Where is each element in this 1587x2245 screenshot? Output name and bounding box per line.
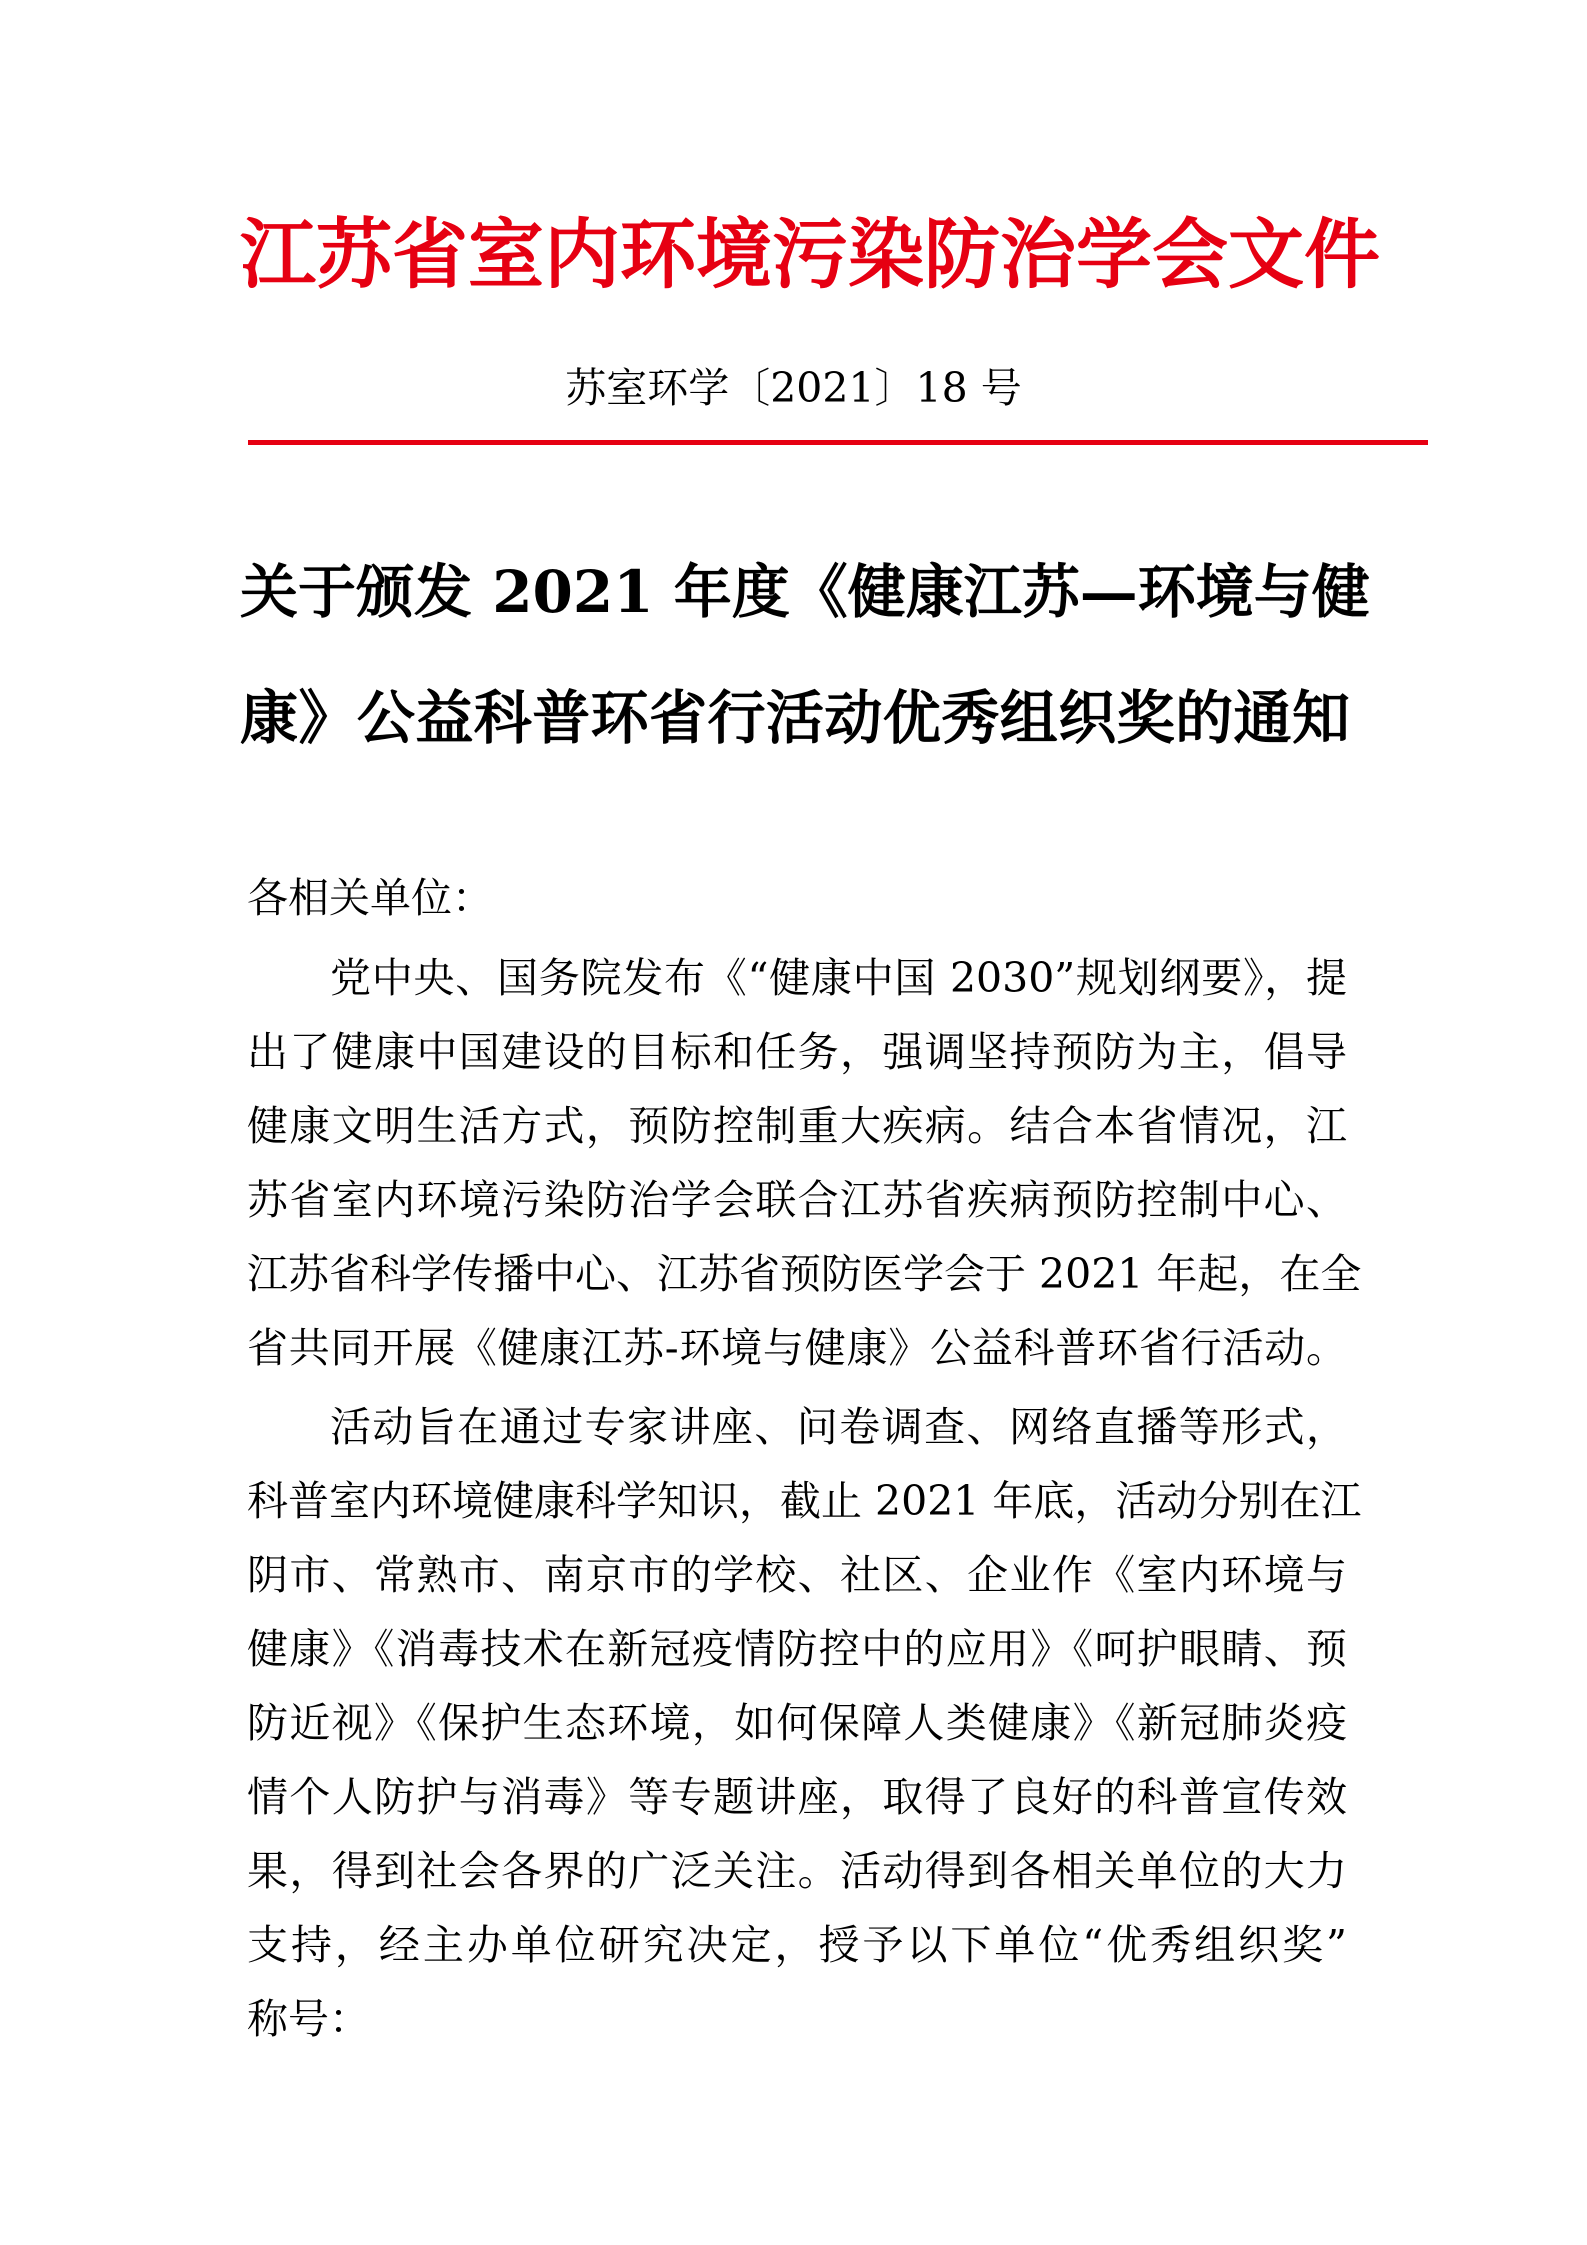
body-paragraph-2-line: 称号：	[247, 1995, 370, 2043]
body-paragraph-2-line: 健康》《消毒技术在新冠疫情防控中的应用》《呵护眼睛、预	[247, 1625, 1347, 1673]
letterhead-divider	[248, 440, 1428, 445]
salutation: 各相关单位：	[247, 874, 493, 922]
body-paragraph-2-line: 支持，经主办单位研究决定，授予以下单位“优秀组织奖”	[247, 1921, 1347, 1969]
body-paragraph-2-line: 果，得到社会各界的广泛关注。活动得到各相关单位的大力	[247, 1847, 1347, 1895]
body-paragraph-2-line: 活动旨在通过专家讲座、问卷调查、网络直播等形式，	[330, 1403, 1347, 1451]
body-paragraph-1-line: 党中央、国务院发布《“健康中国 2030”规划纲要》，提	[330, 954, 1347, 1002]
body-paragraph-1-line: 江苏省科学传播中心、江苏省预防医学会于 2021 年起，在全	[247, 1250, 1362, 1298]
body-paragraph-2-line: 阴市、常熟市、南京市的学校、社区、企业作《室内环境与	[247, 1551, 1347, 1599]
notice-title-line-2: 康》公益科普环省行活动优秀组织奖的通知	[240, 684, 1350, 752]
body-paragraph-1-line: 省共同开展《健康江苏-环境与健康》公益科普环省行活动。	[247, 1324, 1347, 1372]
body-paragraph-1-line: 苏省室内环境污染防治学会联合江苏省疾病预防控制中心、	[247, 1176, 1347, 1224]
body-paragraph-1-line: 健康文明生活方式，预防控制重大疾病。结合本省情况，江	[247, 1102, 1347, 1150]
body-paragraph-2-line: 科普室内环境健康科学知识，截止 2021 年底，活动分别在江	[247, 1477, 1362, 1525]
body-paragraph-2-line: 情个人防护与消毒》等专题讲座，取得了良好的科普宣传效	[247, 1773, 1347, 1821]
notice-title-line-1: 关于颁发 2021 年度《健康江苏—环境与健	[240, 558, 1370, 626]
letterhead-masthead: 江苏省室内环境污染防治学会文件	[240, 210, 1380, 299]
body-paragraph-2-line: 防近视》《保护生态环境，如何保障人类健康》《新冠肺炎疫	[247, 1699, 1347, 1747]
document-number: 苏室环学〔2021〕18 号	[565, 364, 1022, 412]
body-paragraph-1-line: 出了健康中国建设的目标和任务，强调坚持预防为主，倡导	[247, 1028, 1347, 1076]
